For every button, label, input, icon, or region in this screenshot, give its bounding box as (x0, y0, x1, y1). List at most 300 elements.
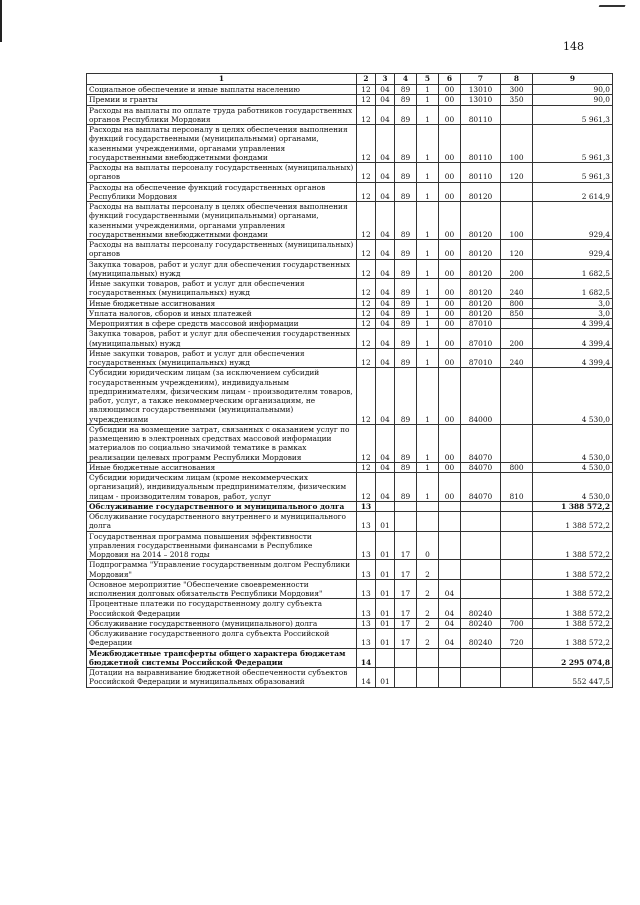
program-code: 17 (395, 579, 417, 599)
header-cell: 8 (501, 74, 533, 85)
event-code: 00 (439, 298, 461, 308)
section-code: 12 (357, 308, 376, 318)
subsection-code: 04 (376, 95, 395, 105)
target-code: 80120 (461, 240, 501, 260)
amount: 4 399,4 (533, 319, 613, 329)
expense-type-code (501, 599, 533, 619)
row-name: Межбюджетные трансферты общего характера бюджетам бюджетной системы Российской Федерации (87, 648, 357, 668)
target-code: 84000 (461, 368, 501, 425)
page-number: 148 (563, 40, 584, 53)
target-code: 80120 (461, 202, 501, 240)
table-row (87, 531, 613, 560)
row-name: Субсидии юридическим лицам (кроме некоммерческих организаций), индивидуальным предпринимателям, физическим лицам - производителям товаров, работ, услуг (87, 473, 357, 502)
row-name: Расходы на выплаты персоналу в целях обеспечения выполнения функций государственными (муниципальными) органами, казенными учреждениями, органами управления государственными внебюджетными фондами (87, 202, 357, 240)
expense-type-code: 700 (501, 618, 533, 628)
subprogram-code (417, 648, 439, 668)
table-row (87, 182, 613, 202)
section-code: 12 (357, 329, 376, 349)
subprogram-code: 1 (417, 125, 439, 163)
table-row (87, 501, 613, 511)
event-code: 00 (439, 473, 461, 502)
subprogram-code: 1 (417, 298, 439, 308)
event-code: 04 (439, 618, 461, 628)
program-code: 17 (395, 531, 417, 560)
amount: 1 388 572,2 (533, 531, 613, 560)
target-code: 87010 (461, 348, 501, 368)
row-name: Иные закупки товаров, работ и услуг для обеспечения государственных (муниципальных) нужд (87, 348, 357, 368)
event-code: 00 (439, 125, 461, 163)
row-name: Уплата налогов, сборов и иных платежей (87, 308, 357, 318)
program-code: 89 (395, 348, 417, 368)
section-code: 12 (357, 368, 376, 425)
program-code: 17 (395, 599, 417, 619)
subprogram-code (417, 501, 439, 511)
target-code (461, 512, 501, 532)
amount: 1 388 572,2 (533, 512, 613, 532)
expense-type-code (501, 501, 533, 511)
event-code: 00 (439, 182, 461, 202)
event-code (439, 648, 461, 668)
section-code: 12 (357, 259, 376, 279)
subsection-code: 04 (376, 105, 395, 125)
target-code: 80110 (461, 105, 501, 125)
subprogram-code: 1 (417, 348, 439, 368)
subprogram-code: 1 (417, 462, 439, 472)
expense-type-code (501, 182, 533, 202)
subsection-code: 04 (376, 163, 395, 183)
subsection-code: 01 (376, 618, 395, 628)
table-body (87, 85, 613, 688)
target-code: 84070 (461, 473, 501, 502)
amount: 929,4 (533, 240, 613, 260)
row-name: Премии и гранты (87, 95, 357, 105)
row-name: Иные бюджетные ассигнования (87, 298, 357, 308)
subsection-code: 04 (376, 329, 395, 349)
program-code (395, 501, 417, 511)
event-code (439, 501, 461, 511)
expense-type-code: 800 (501, 462, 533, 472)
expense-type-code: 810 (501, 473, 533, 502)
expense-type-code: 300 (501, 85, 533, 95)
event-code: 00 (439, 368, 461, 425)
subprogram-code: 1 (417, 85, 439, 95)
amount: 1 388 572,2 (533, 560, 613, 580)
table-row (87, 319, 613, 329)
subprogram-code: 1 (417, 259, 439, 279)
event-code: 00 (439, 308, 461, 318)
row-name: Основное мероприятие "Обеспечение своевременности исполнения долговых обязательств Республики Мордовия" (87, 579, 357, 599)
event-code: 00 (439, 329, 461, 349)
subprogram-code: 2 (417, 579, 439, 599)
table-row (87, 512, 613, 532)
scan-corner-mark (599, 0, 628, 7)
section-code: 13 (357, 560, 376, 580)
table-row (87, 329, 613, 349)
target-code: 84070 (461, 462, 501, 472)
program-code (395, 668, 417, 688)
row-name: Закупка товаров, работ и услуг для обеспечения государственных (муниципальных) нужд (87, 259, 357, 279)
subsection-code: 04 (376, 259, 395, 279)
row-name: Обслуживание государственного внутреннего и муниципального долга (87, 512, 357, 532)
row-name: Иные бюджетные ассигнования (87, 462, 357, 472)
amount: 2 295 074,8 (533, 648, 613, 668)
section-code: 12 (357, 163, 376, 183)
target-code (461, 648, 501, 668)
table-row (87, 348, 613, 368)
subsection-code: 04 (376, 279, 395, 299)
program-code: 89 (395, 125, 417, 163)
table-row (87, 618, 613, 628)
program-code (395, 648, 417, 668)
subsection-code: 04 (376, 424, 395, 462)
row-name: Субсидии на возмещение затрат, связанных с оказанием услуг по размещению в электронных средствах массовой информации материалов по социально значимой тематике в рамках реализации целевых программ Республики Мордовия (87, 424, 357, 462)
table-row (87, 95, 613, 105)
header-cell: 3 (376, 74, 395, 85)
table-row (87, 424, 613, 462)
subprogram-code (417, 512, 439, 532)
target-code: 80120 (461, 259, 501, 279)
program-code: 17 (395, 629, 417, 649)
row-name: Расходы на выплаты персоналу государственных (муниципальных) органов (87, 163, 357, 183)
subsection-code: 01 (376, 560, 395, 580)
subsection-code: 04 (376, 348, 395, 368)
table-row (87, 629, 613, 649)
program-code: 89 (395, 163, 417, 183)
amount: 1 388 572,2 (533, 618, 613, 628)
subprogram-code: 1 (417, 240, 439, 260)
subsection-code: 04 (376, 125, 395, 163)
row-name: Субсидии юридическим лицам (за исключением субсидий государственным учреждениям), индивидуальным предпринимателям, физическим лицам - производителям товаров, работ, услуг, а также некоммерческим организациям, не являющимся государственными (муниципальными) учреждениями (87, 368, 357, 425)
event-code: 04 (439, 599, 461, 619)
event-code (439, 560, 461, 580)
subsection-code: 04 (376, 182, 395, 202)
target-code (461, 501, 501, 511)
table-row (87, 648, 613, 668)
target-code: 80240 (461, 599, 501, 619)
amount: 5 961,3 (533, 163, 613, 183)
row-name: Мероприятия в сфере средств массовой информации (87, 319, 357, 329)
event-code: 00 (439, 279, 461, 299)
program-code: 89 (395, 105, 417, 125)
event-code: 00 (439, 240, 461, 260)
amount: 1 388 572,2 (533, 629, 613, 649)
subsection-code: 04 (376, 298, 395, 308)
subprogram-code: 1 (417, 368, 439, 425)
subsection-code: 01 (376, 629, 395, 649)
event-code: 00 (439, 95, 461, 105)
table-row (87, 163, 613, 183)
subprogram-code: 1 (417, 163, 439, 183)
amount: 4 399,4 (533, 329, 613, 349)
subsection-code: 01 (376, 579, 395, 599)
subprogram-code: 1 (417, 105, 439, 125)
subprogram-code: 0 (417, 531, 439, 560)
table-row (87, 599, 613, 619)
event-code: 00 (439, 163, 461, 183)
subsection-code (376, 501, 395, 511)
subsection-code: 04 (376, 462, 395, 472)
subsection-code: 01 (376, 599, 395, 619)
subprogram-code: 2 (417, 629, 439, 649)
event-code: 00 (439, 105, 461, 125)
amount: 552 447,5 (533, 668, 613, 688)
table-row (87, 473, 613, 502)
expense-type-code: 100 (501, 202, 533, 240)
expense-type-code (501, 579, 533, 599)
expense-type-code: 120 (501, 240, 533, 260)
row-name: Дотации на выравнивание бюджетной обеспеченности субъектов Российской Федерации и муниципальных образований (87, 668, 357, 688)
table-row (87, 368, 613, 425)
program-code: 89 (395, 85, 417, 95)
section-code: 12 (357, 182, 376, 202)
expense-type-code (501, 319, 533, 329)
subprogram-code: 1 (417, 182, 439, 202)
section-code: 13 (357, 512, 376, 532)
row-name: Расходы на выплаты по оплате труда работников государственных органов Республики Мордовия (87, 105, 357, 125)
amount: 4 399,4 (533, 348, 613, 368)
amount: 3,0 (533, 308, 613, 318)
amount: 4 530,0 (533, 424, 613, 462)
program-code: 89 (395, 329, 417, 349)
program-code: 89 (395, 424, 417, 462)
row-name: Обслуживание государственного долга субъекта Российской Федерации (87, 629, 357, 649)
table-row (87, 202, 613, 240)
event-code (439, 668, 461, 688)
expense-type-code: 120 (501, 163, 533, 183)
section-code: 13 (357, 531, 376, 560)
amount: 4 530,0 (533, 473, 613, 502)
table-row (87, 85, 613, 95)
section-code: 12 (357, 473, 376, 502)
subprogram-code: 2 (417, 618, 439, 628)
row-name: Расходы на обеспечение функций государственных органов Республики Мордовия (87, 182, 357, 202)
header-cell: 9 (533, 74, 613, 85)
section-code: 12 (357, 85, 376, 95)
target-code: 80110 (461, 125, 501, 163)
program-code: 17 (395, 560, 417, 580)
target-code (461, 579, 501, 599)
event-code (439, 531, 461, 560)
table-row (87, 279, 613, 299)
event-code: 00 (439, 259, 461, 279)
expense-type-code (501, 531, 533, 560)
table-row (87, 125, 613, 163)
section-code: 12 (357, 105, 376, 125)
section-code: 12 (357, 125, 376, 163)
row-name: Расходы на выплаты персоналу государственных (муниципальных) органов (87, 240, 357, 260)
target-code: 87010 (461, 329, 501, 349)
program-code: 89 (395, 319, 417, 329)
section-code: 13 (357, 599, 376, 619)
target-code: 87010 (461, 319, 501, 329)
target-code: 13010 (461, 85, 501, 95)
amount: 1 388 572,2 (533, 579, 613, 599)
expense-type-code (501, 512, 533, 532)
amount: 1 682,5 (533, 279, 613, 299)
expense-type-code (501, 560, 533, 580)
table-row (87, 298, 613, 308)
amount: 4 530,0 (533, 462, 613, 472)
expense-type-code (501, 668, 533, 688)
header-cell: 7 (461, 74, 501, 85)
amount: 5 961,3 (533, 105, 613, 125)
row-name: Расходы на выплаты персоналу в целях обеспечения выполнения функций государственными (муниципальными) органами, казенными учреждениями, органами управления государственными внебюджетными фондами (87, 125, 357, 163)
program-code: 17 (395, 618, 417, 628)
program-code: 89 (395, 473, 417, 502)
header-cell: 2 (357, 74, 376, 85)
row-name: Иные закупки товаров, работ и услуг для обеспечения государственных (муниципальных) нужд (87, 279, 357, 299)
target-code: 13010 (461, 95, 501, 105)
row-name: Социальное обеспечение и иные выплаты населению (87, 85, 357, 95)
amount: 3,0 (533, 298, 613, 308)
event-code: 04 (439, 629, 461, 649)
row-name: Подпрограмма "Управление государственным долгом Республики Мордовия" (87, 560, 357, 580)
program-code: 89 (395, 298, 417, 308)
subsection-code: 01 (376, 668, 395, 688)
expense-type-code: 240 (501, 348, 533, 368)
subprogram-code (417, 668, 439, 688)
table-row (87, 259, 613, 279)
section-code: 13 (357, 618, 376, 628)
program-code: 89 (395, 202, 417, 240)
amount: 1 388 572,2 (533, 501, 613, 511)
expense-type-code (501, 105, 533, 125)
section-code: 14 (357, 648, 376, 668)
section-code: 12 (357, 95, 376, 105)
section-code: 14 (357, 668, 376, 688)
section-code: 12 (357, 202, 376, 240)
budget-table (86, 73, 613, 688)
row-name: Государственная программа повышения эффективности управления государственными финансами в Республике Мордовия на 2014 – 2018 годы (87, 531, 357, 560)
expense-type-code: 850 (501, 308, 533, 318)
expense-type-code: 720 (501, 629, 533, 649)
amount: 4 530,0 (533, 368, 613, 425)
subprogram-code: 1 (417, 473, 439, 502)
header-cell: 6 (439, 74, 461, 85)
amount: 2 614,9 (533, 182, 613, 202)
row-name: Обслуживание государственного и муниципального долга (87, 501, 357, 511)
subprogram-code: 1 (417, 308, 439, 318)
table-row (87, 240, 613, 260)
expense-type-code: 800 (501, 298, 533, 308)
subprogram-code: 1 (417, 424, 439, 462)
program-code: 89 (395, 95, 417, 105)
table-row (87, 105, 613, 125)
row-name: Процентные платежи по государственному долгу субъекта Российской Федерации (87, 599, 357, 619)
table-header-row (87, 74, 613, 85)
target-code: 80120 (461, 279, 501, 299)
subprogram-code: 1 (417, 279, 439, 299)
header-cell: 5 (417, 74, 439, 85)
table-row (87, 579, 613, 599)
event-code: 04 (439, 579, 461, 599)
amount: 90,0 (533, 85, 613, 95)
subprogram-code: 1 (417, 329, 439, 349)
expense-type-code (501, 648, 533, 668)
program-code: 89 (395, 259, 417, 279)
expense-type-code: 350 (501, 95, 533, 105)
subsection-code: 04 (376, 319, 395, 329)
subsection-code: 04 (376, 202, 395, 240)
subprogram-code: 1 (417, 319, 439, 329)
expense-type-code (501, 424, 533, 462)
header-cell: 1 (87, 74, 357, 85)
subsection-code: 01 (376, 531, 395, 560)
program-code: 89 (395, 462, 417, 472)
program-code: 89 (395, 368, 417, 425)
subsection-code: 04 (376, 308, 395, 318)
target-code: 80110 (461, 163, 501, 183)
program-code (395, 512, 417, 532)
expense-type-code: 200 (501, 329, 533, 349)
program-code: 89 (395, 182, 417, 202)
section-code: 12 (357, 462, 376, 472)
section-code: 12 (357, 240, 376, 260)
subsection-code (376, 648, 395, 668)
section-code: 12 (357, 319, 376, 329)
target-code: 84070 (461, 424, 501, 462)
table-row (87, 560, 613, 580)
table-row (87, 462, 613, 472)
subsection-code: 04 (376, 240, 395, 260)
event-code (439, 512, 461, 532)
program-code: 89 (395, 240, 417, 260)
amount: 90,0 (533, 95, 613, 105)
section-code: 12 (357, 348, 376, 368)
row-name: Обслуживание государственного (муниципального) долга (87, 618, 357, 628)
amount: 5 961,3 (533, 125, 613, 163)
event-code: 00 (439, 202, 461, 240)
subprogram-code: 1 (417, 202, 439, 240)
amount: 1 682,5 (533, 259, 613, 279)
event-code: 00 (439, 462, 461, 472)
subprogram-code: 2 (417, 599, 439, 619)
expense-type-code: 240 (501, 279, 533, 299)
target-code (461, 668, 501, 688)
section-code: 13 (357, 501, 376, 511)
event-code: 00 (439, 424, 461, 462)
subprogram-code: 2 (417, 560, 439, 580)
target-code: 80240 (461, 629, 501, 649)
event-code: 00 (439, 319, 461, 329)
event-code: 00 (439, 85, 461, 95)
amount: 929,4 (533, 202, 613, 240)
amount: 1 388 572,2 (533, 599, 613, 619)
header-cell: 4 (395, 74, 417, 85)
subsection-code: 01 (376, 512, 395, 532)
subsection-code: 04 (376, 473, 395, 502)
expense-type-code: 200 (501, 259, 533, 279)
subprogram-code: 1 (417, 95, 439, 105)
expense-type-code (501, 368, 533, 425)
program-code: 89 (395, 308, 417, 318)
target-code: 80120 (461, 182, 501, 202)
table-row (87, 668, 613, 688)
target-code: 80120 (461, 308, 501, 318)
section-code: 12 (357, 298, 376, 308)
target-code (461, 531, 501, 560)
section-code: 13 (357, 579, 376, 599)
expense-type-code: 100 (501, 125, 533, 163)
event-code: 00 (439, 348, 461, 368)
program-code: 89 (395, 279, 417, 299)
section-code: 13 (357, 629, 376, 649)
scan-edge-mark (0, 0, 2, 42)
target-code (461, 560, 501, 580)
table-row (87, 308, 613, 318)
target-code: 80120 (461, 298, 501, 308)
subsection-code: 04 (376, 85, 395, 95)
